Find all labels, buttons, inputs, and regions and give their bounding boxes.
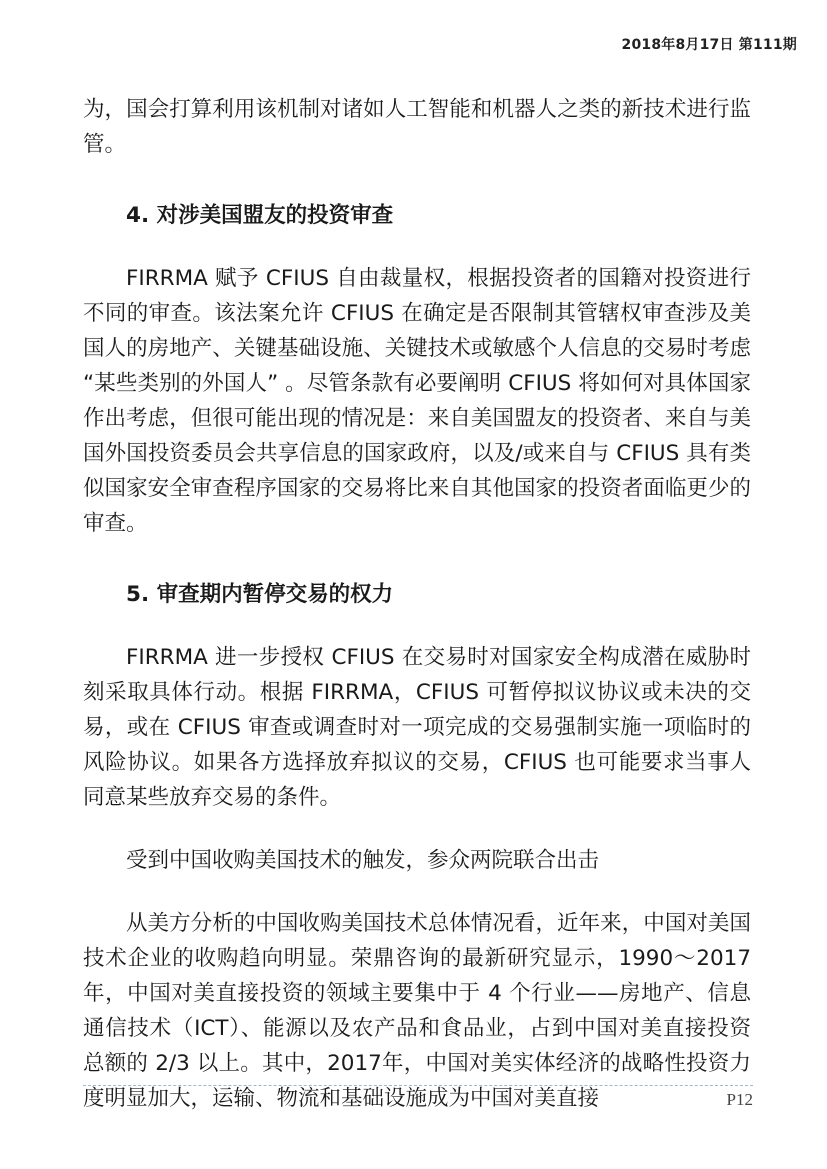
- section-4-heading: 4. 对涉美国盟友的投资审查: [126, 203, 394, 228]
- section-5-heading: 5. 审查期内暂停交易的权力: [126, 582, 394, 607]
- china-acquisition-paragraph: 从美方分析的中国收购美国技术总体情况看，近年来，中国对美国技术企业的收购趋向明显。荣鼎咨询的最新研究显示，1990～2017年，中国对美直接投资的领域主要集中于 4 个行业——房地产、信息通信技术（ICT）、能源以及农产品和食品业，占到中国对美直接投资总额的 2/3 以上。其中，2017年，中国对美实体经济的战略性投资力度明显加大，运输、物流和基础设施成为中国对美直接: [83, 911, 751, 1111]
- issue-date-header: 2018年8月17日 第111期: [621, 37, 797, 53]
- article-body: [83, 92, 751, 1116]
- subtitle-paragraph: 受到中国收购美国技术的触发，参众两院联合出击: [126, 848, 600, 873]
- section-4-paragraph: FIRRMA 赋予 CFIUS 自由裁量权，根据投资者的国籍对投资进行不同的审查。该法案允许 CFIUS 在确定是否限制其管辖权审查涉及美国人的房地产、关键基础设施、关键技术或敏感个人信息的交易时考虑 “某些类别的外国人” 。尽管条款有必要阐明 CFIUS 将如何对具体国家作出考虑，但很可能出现的情况是：来自美国盟友的投资者、来自与美国外国投资委员会共享信息的国家政府，以及/或来自与 CFIUS 具有类似国家安全审查程序国家的交易将比来自其他国家的投资者面临更少的审查。: [83, 266, 751, 536]
- section-5-paragraph: FIRRMA 进一步授权 CFIUS 在交易时对国家安全构成潜在威胁时刻采取具体行动。根据 FIRRMA，CFIUS 可暂停拟议协议或未决的交易，或在 CFIUS 审查或调查时对一项完成的交易强制实施一项临时的风险协议。如果各方选择放弃拟议的交易，CFIUS 也可能要求当事人同意某些放弃交易的条件。: [83, 645, 751, 810]
- page-number: P12: [726, 1090, 753, 1109]
- footer-divider: [83, 1085, 753, 1086]
- intro-paragraph: 为，国会打算利用该机制对诸如人工智能和机器人之类的新技术进行监管。: [83, 97, 751, 157]
